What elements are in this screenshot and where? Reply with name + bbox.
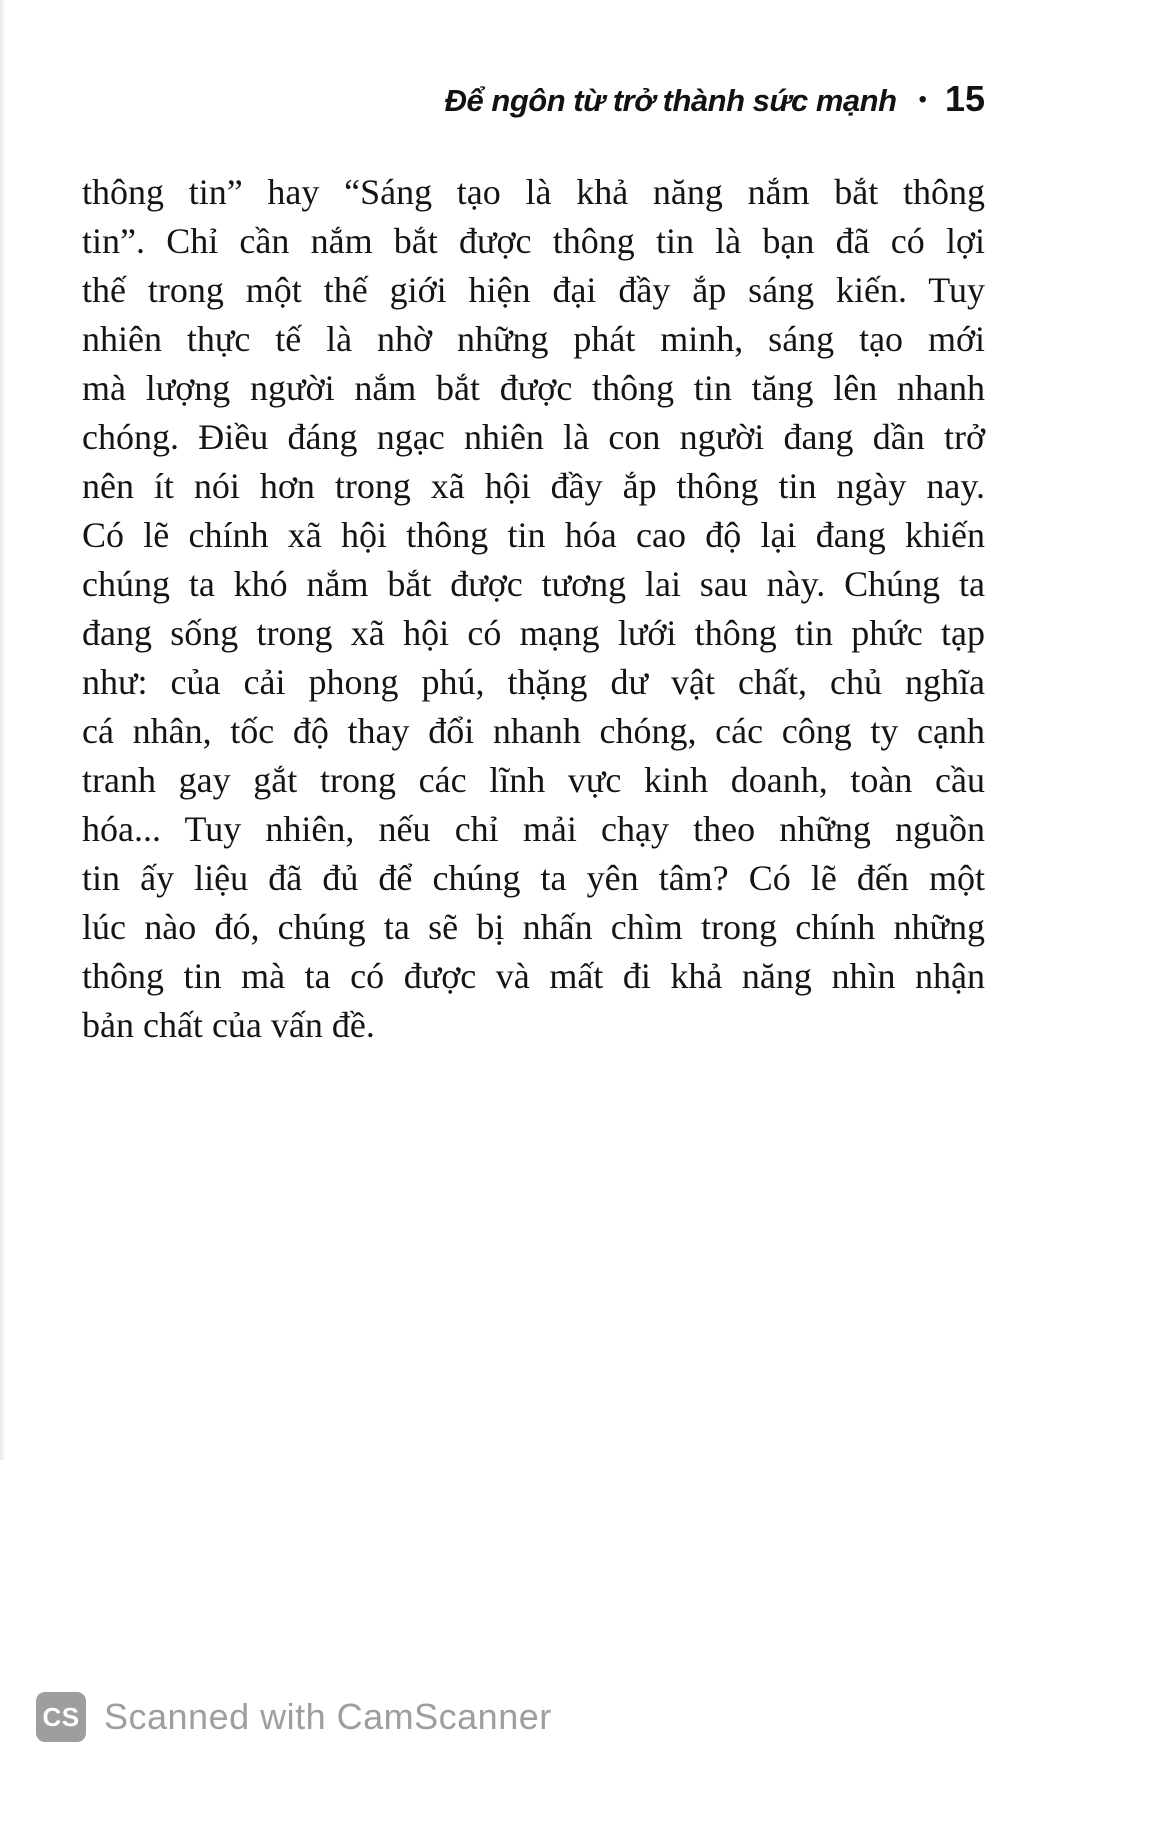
text-line: đang sống trong xã hội có mạng lưới thông tin phức tạp	[82, 613, 985, 653]
text-line: Có lẽ chính xã hội thông tin hóa cao độ lại đang khiến	[82, 515, 985, 555]
watermark-text: Scanned with CamScanner	[104, 1696, 552, 1737]
text-line: lúc nào đó, chúng ta sẽ bị nhấn chìm trong chính những	[82, 907, 985, 947]
text-line: cá nhân, tốc độ thay đổi nhanh chóng, các công ty cạnh	[82, 711, 985, 751]
text-line: chúng ta khó nắm bắt được tương lai sau này. Chúng ta	[82, 564, 985, 604]
text-line: nên ít nói hơn trong xã hội đầy ắp thông tin ngày nay.	[82, 466, 985, 506]
text-line: mà lượng người nắm bắt được thông tin tăng lên nhanh	[82, 368, 985, 408]
bullet-separator: •	[918, 86, 927, 113]
camscanner-logo-icon	[36, 1692, 86, 1742]
running-title: Để ngôn từ trở thành sức mạnh	[444, 83, 897, 118]
text-line: tranh gay gắt trong các lĩnh vực kinh doanh, toàn cầu	[82, 760, 985, 800]
camscanner-watermark	[36, 1692, 552, 1742]
text-line: hóa... Tuy nhiên, nếu chỉ mải chạy theo những nguồn	[82, 809, 985, 849]
text-line: tin”. Chỉ cần nắm bắt được thông tin là bạn đã có lợi	[82, 221, 985, 261]
text-line: tin ấy liệu đã đủ để chúng ta yên tâm? Có lẽ đến một	[82, 858, 985, 898]
scan-edge-artifact	[0, 0, 6, 1460]
page-header	[82, 78, 985, 120]
page-number: 15	[944, 78, 985, 119]
text-line: nhiên thực tế là nhờ những phát minh, sáng tạo mới	[82, 319, 985, 359]
text-line: như: của cải phong phú, thặng dư vật chất, chủ nghĩa	[82, 662, 985, 702]
text-line: thế trong một thế giới hiện đại đầy ắp sáng kiến. Tuy	[82, 270, 985, 310]
text-line: thông tin” hay “Sáng tạo là khả năng nắm bắt thông	[82, 172, 985, 212]
body-text-block	[82, 168, 985, 1050]
text-line: bản chất của vấn đề.	[82, 1005, 375, 1045]
camscanner-logo-text: CS	[42, 1701, 80, 1732]
text-line: chóng. Điều đáng ngạc nhiên là con người đang dần trở	[82, 417, 985, 457]
text-line: thông tin mà ta có được và mất đi khả năng nhìn nhận	[82, 956, 985, 996]
